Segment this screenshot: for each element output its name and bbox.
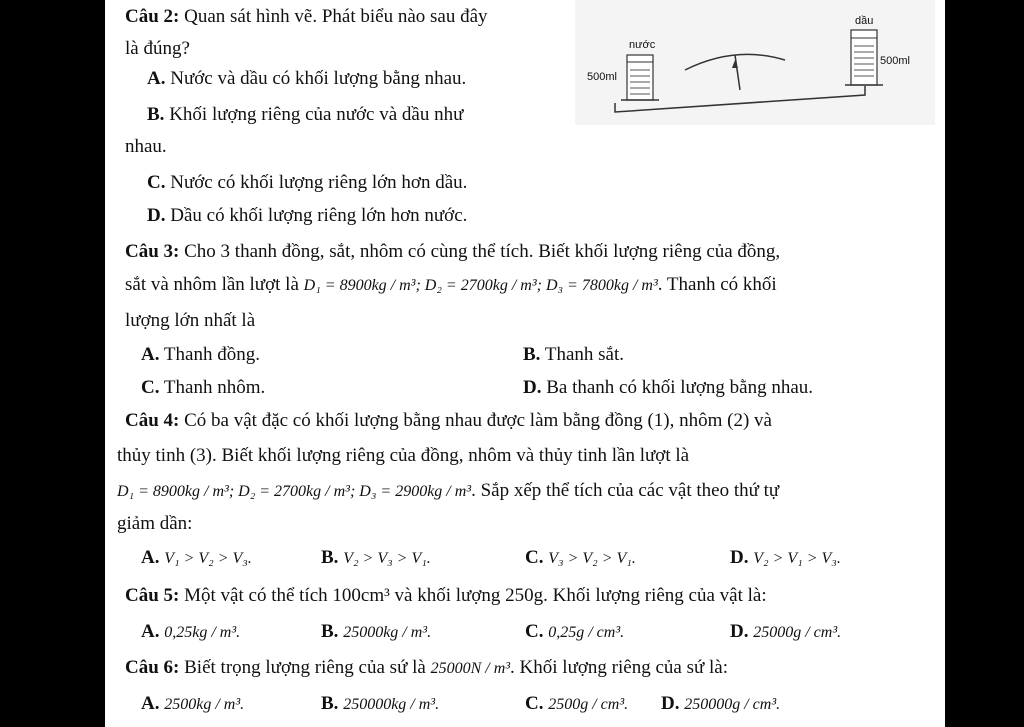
q6-option-b: B. 250000kg / m³. [321,693,440,714]
q3-line1: Câu 3: Cho 3 thanh đồng, sắt, nhôm có cùng thể tích. Biết khối lượng riêng của đồng, [125,241,781,262]
q5-option-b: B. 25000kg / m³. [321,621,432,642]
oil-cylinder [845,30,883,85]
q5-option-d: D. 25000g / cm³. [730,621,842,642]
q4-option-b: B. V₂ > V₃ > V₁. [321,547,431,568]
q4-option-a: A. V₁ > V₂ > V₃. [141,547,252,568]
q6-option-c: C. 2500g / cm³. [525,693,629,714]
q4-option-d: D. V₂ > V₁ > V₃. [730,547,841,568]
q3-line2: sắt và nhôm lần lượt là D₁ = 8900kg / m³; D₂ = 2700kg / m³; D₃ = 7800kg / m³. Thanh có khối [125,274,777,295]
q3-option-d: D. Ba thanh có khối lượng bằng nhau. [523,377,814,398]
q6-formula: 25000N / m³ [430,660,511,677]
q4-formula: D₁ = 8900kg / m³; D₂ = 2700kg / m³; D₃ = 2900kg / m³ [117,483,472,500]
q2-option-d: D. Dầu có khối lượng riêng lớn hơn nước. [147,205,468,226]
q3-option-c: C. Thanh nhôm. [141,377,266,398]
water-volume-label: 500ml [587,71,617,83]
oil-volume-label: 500ml [880,55,910,67]
q2-option-b: B. Khối lượng riêng của nước và dầu như [147,104,464,125]
q2-option-c: C. Nước có khối lượng riêng lớn hơn dầu. [147,172,468,193]
q2-option-a: A. Nước và dầu có khối lượng bằng nhau. [147,68,467,89]
q3-option-b: B. Thanh sắt. [523,344,625,365]
q2-line1: Câu 2: Quan sát hình vẽ. Phát biểu nào sau đây [125,6,488,27]
q5-option-a: A. 0,25kg / m³. [141,621,241,642]
q6-line1: Câu 6: Biết trọng lượng riêng của sứ là 25000N / m³. Khối lượng riêng của sứ là: [125,657,729,678]
q6-option-a: A. 2500kg / m³. [141,693,245,714]
q3-line3: lượng lớn nhất là [125,310,256,331]
water-label: nước [629,39,656,51]
balance-figure [575,0,935,125]
q4-option-c: C. V₃ > V₂ > V₁. [525,547,636,568]
q3-option-a: A. Thanh đồng. [141,344,260,365]
oil-label: dầu [855,15,874,27]
water-cylinder [621,55,659,100]
q4-line2: thủy tinh (3). Biết khối lượng riêng của đồng, nhôm và thủy tinh lần lượt là [117,445,690,466]
q4-line3: D₁ = 8900kg / m³; D₂ = 2700kg / m³; D₃ = 2900kg / m³. Sắp xếp thể tích của các vật theo thứ tự [117,480,780,501]
q3-formula: D₁ = 8900kg / m³; D₂ = 2700kg / m³; D₃ = 7800kg / m³ [303,277,658,294]
q5-line1: Câu 5: Một vật có thể tích 100cm³ và khối lượng 250g. Khối lượng riêng của vật là: [125,585,767,606]
q4-line4: giảm dần: [117,513,193,534]
q2-line2: là đúng? [125,38,190,59]
q5-option-c: C. 0,25g / cm³. [525,621,625,642]
worksheet-page [105,0,945,727]
q6-option-d: D. 250000g / cm³. [661,693,781,714]
q2-option-b-cont: nhau. [125,136,167,157]
q4-line1: Câu 4: Có ba vật đặc có khối lượng bằng nhau được làm bằng đồng (1), nhôm (2) và [125,410,772,431]
